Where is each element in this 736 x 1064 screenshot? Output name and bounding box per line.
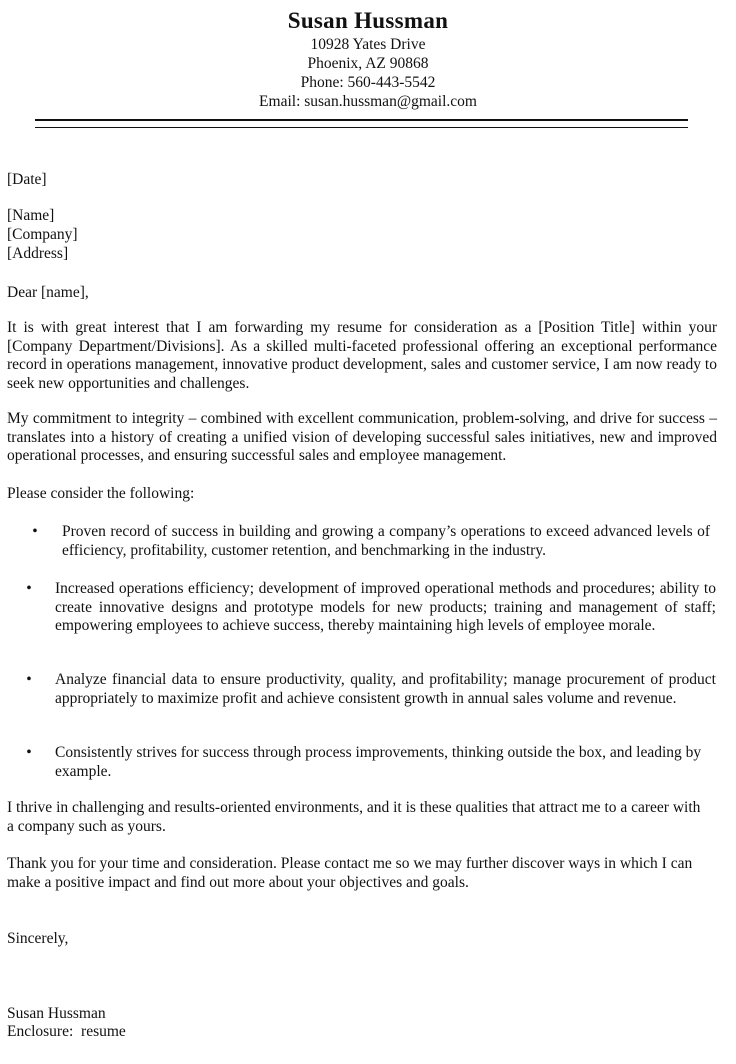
closing: Sincerely, <box>7 930 69 947</box>
bullet-text: Analyze financial data to ensure productivity, quality, and profitability; manage procurement of product appropriately to maximize profit and achieve consistent growth in annual sales volume and revenue. <box>55 671 716 707</box>
recipient-address: [Address] <box>7 245 69 262</box>
sender-phone: Phone: 560-443-5542 <box>300 74 436 91</box>
paragraph-thanks: Thank you for your time and consideration. Please contact me so we may further discover ways in which I can make a positive impact and find out more about your objectives and goals. <box>7 855 693 891</box>
bullet-text: Proven record of success in building and growing a company’s operations to exceed advanced levels of efficiency, profitability, customer retention, and benchmarking in the industry. <box>62 523 710 559</box>
letterhead <box>0 7 736 111</box>
consider-intro: Please consider the following: <box>7 485 195 502</box>
bullet-text: Consistently strives for success through process improvements, thinking outside the box, and leading by example. <box>55 744 702 780</box>
header-divider-thin <box>35 127 688 128</box>
sender-city: Phoenix, AZ 90868 <box>307 55 429 72</box>
sender-street: 10928 Yates Drive <box>310 36 426 53</box>
paragraph-commitment: My commitment to integrity – combined with excellent communication, problem-solving, and drive for success – translates into a history of creating a unified vision of developing successful sales initiatives, new and improved operational processes, and ensuring successful sales and employee management. <box>7 410 717 464</box>
bullet-icon: • <box>26 671 32 688</box>
bullet-icon: • <box>26 580 32 597</box>
bullet-text: Increased operations efficiency; development of improved operational methods and procedures; ability to create innovative designs and prototype models for new products; training and management of staff; empowering employees to achieve success, thereby maintaining high levels of employee morale. <box>55 580 716 634</box>
salutation: Dear [name], <box>7 284 89 301</box>
sender-email: Email: susan.hussman@gmail.com <box>259 93 477 110</box>
enclosure-line: Enclosure: resume <box>7 1023 126 1040</box>
letter-date: [Date] <box>7 171 47 188</box>
recipient-name: [Name] <box>7 207 55 224</box>
sender-name: Susan Hussman <box>287 8 449 33</box>
header-divider-thick <box>35 119 688 121</box>
paragraph-intro: It is with great interest that I am forwarding my resume for consideration as a [Position Title] within your [Company Department/Divisions]. As a skilled multi-faceted professional offering an exceptional performance record in operations management, innovative product development, sales and customer service, I am now ready to seek new opportunities and challenges. <box>7 319 717 392</box>
recipient-company: [Company] <box>7 226 78 243</box>
bullet-icon: • <box>26 744 32 761</box>
paragraph-environments: I thrive in challenging and results-oriented environments, and it is these qualities that attract me to a career with a company such as yours. <box>7 799 701 835</box>
bullet-icon: • <box>32 523 38 540</box>
signature-name: Susan Hussman <box>7 1005 106 1022</box>
